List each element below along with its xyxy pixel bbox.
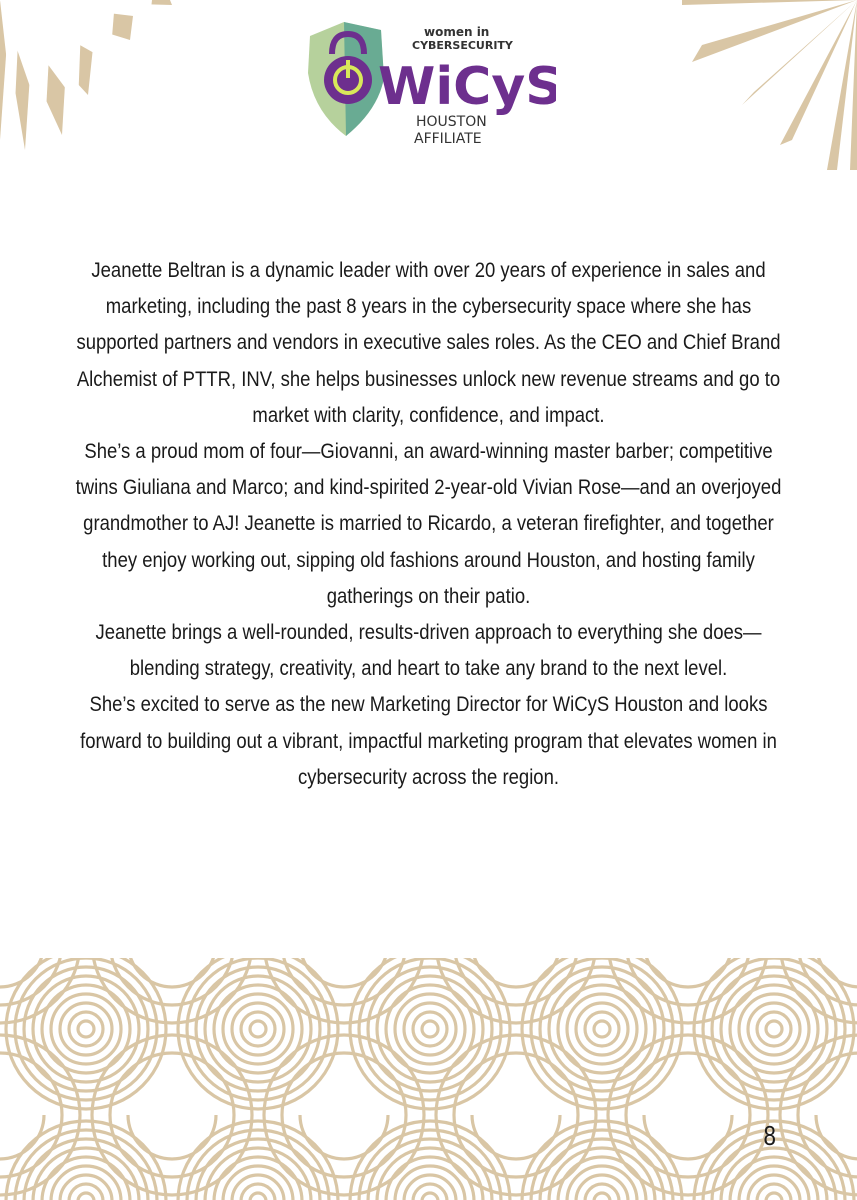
wicys-logo	[306, 18, 556, 153]
concentric-arcs-pattern	[0, 958, 857, 1200]
logo-tagline-1: women in	[424, 25, 490, 39]
bio-paragraph-2: She’s a proud mom of four—Giovanni, an award-winning master barber; competitive twins Giuliana and Marco; and kind-spirited 2-year-old Vivian Rose—and an overjoyed grandmother to AJ! Jeanette is married to Ricardo, a veteran firefighter, and together they enjoy working out, sipping old fashions around Houston, and hosting family gatherings on their patio.	[75, 439, 782, 608]
bio-text	[70, 252, 786, 795]
logo-brand: WiCyS	[378, 57, 556, 117]
bio-paragraph-3: Jeanette brings a well-rounded, results-driven approach to everything she does—blending strategy, creativity, and heart to take any brand to the next level.	[95, 620, 762, 681]
sunburst-left-icon	[0, 0, 175, 160]
bio-paragraph-1: Jeanette Beltran is a dynamic leader with over 20 years of experience in sales and marketing, including the past 8 years in the cybersecurity space where she has supported partners and vendors in executive sales roles. As the CEO and Chief Brand Alchemist of PTTR, INV, she helps businesses unlock new revenue streams and go to market with clarity, confidence, and impact.	[76, 258, 781, 427]
logo-tagline-2: CYBERSECURITY	[412, 39, 513, 52]
sunburst-right-icon	[682, 0, 857, 175]
logo-affiliate-2: AFFILIATE	[414, 131, 482, 147]
page-number: 8	[763, 1120, 777, 1151]
logo-affiliate-1: HOUSTON	[416, 114, 487, 130]
bio-paragraph-4: She’s excited to serve as the new Marketing Director for WiCyS Houston and looks forward to building out a vibrant, impactful marketing program that elevates women in cybersecurity across the region.	[80, 692, 777, 789]
